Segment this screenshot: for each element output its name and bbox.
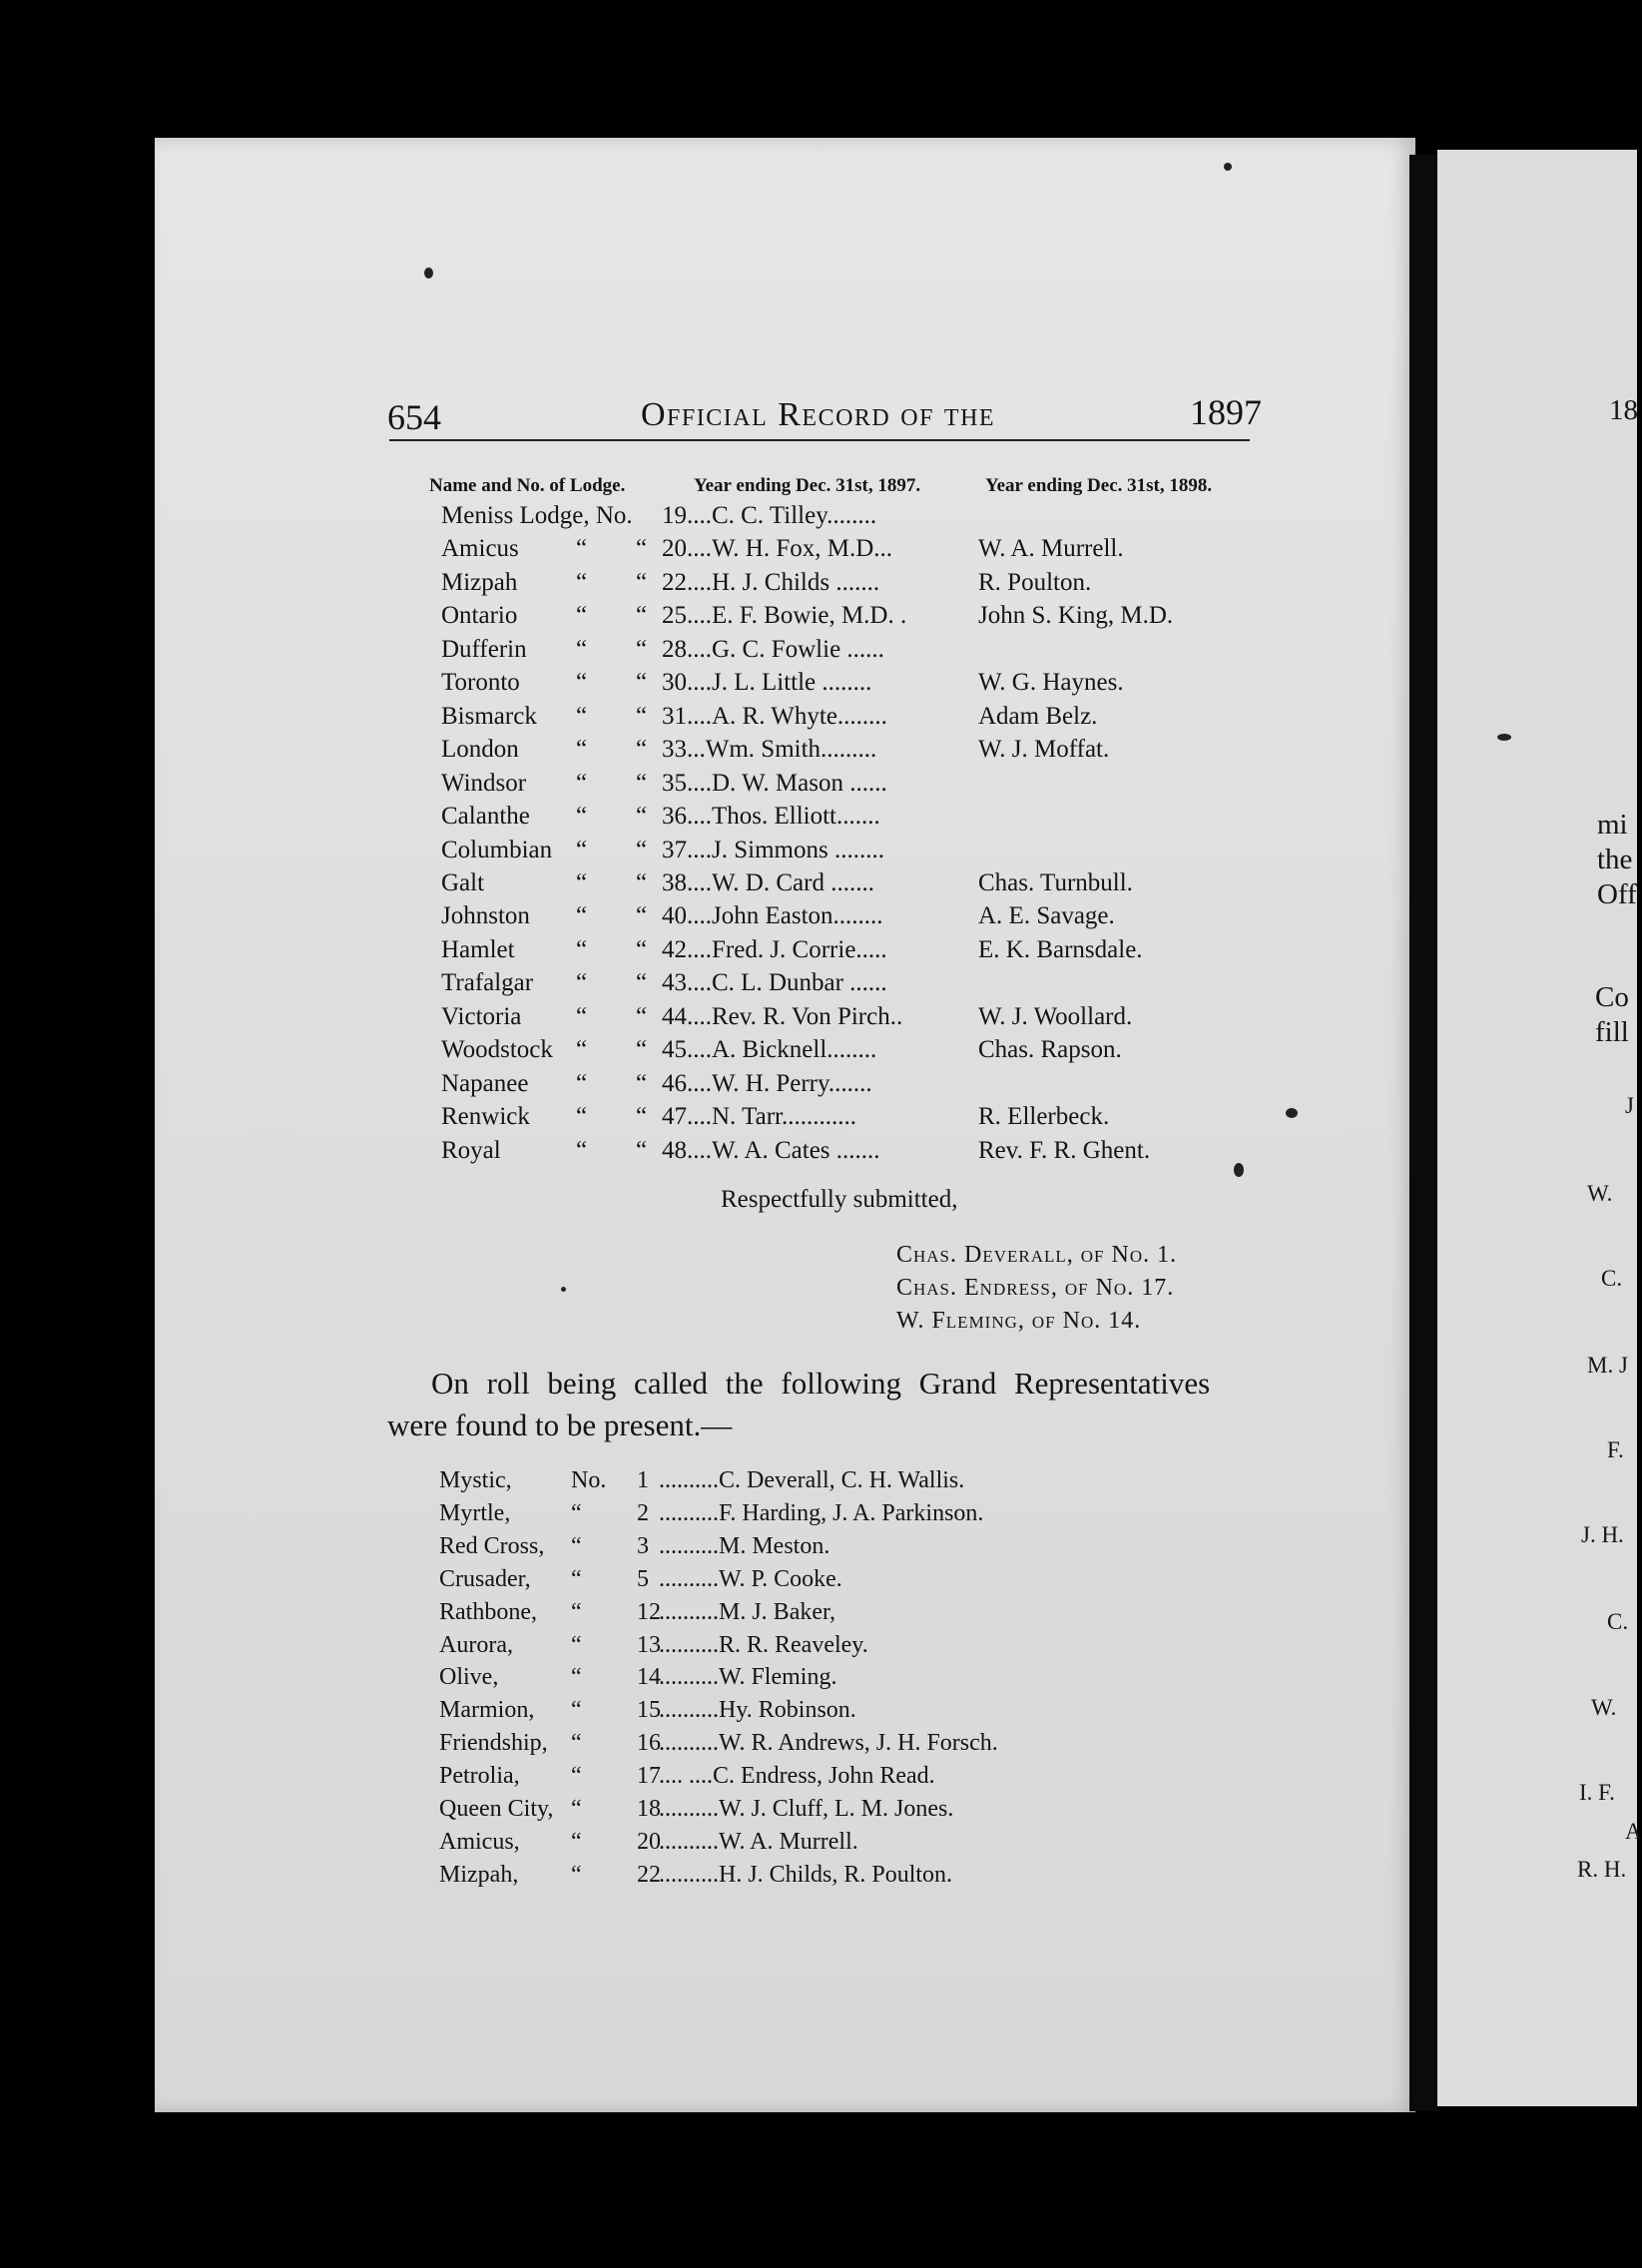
ditto-mark: “ [636, 568, 648, 596]
rep-names: ..........R. R. Reaveley. [659, 1631, 868, 1658]
lodge-row [0, 1003, 1298, 1036]
lodge-number: 43 [662, 969, 687, 997]
rep-names: ..........F. Harding, J. A. Parkinson. [659, 1499, 984, 1526]
officer-1898: E. K. Barnsdale. [978, 935, 1143, 963]
lodge-name: Johnston [441, 902, 530, 930]
rep-names: ..........W. A. Murrell. [659, 1828, 858, 1855]
officer-1898: R. Ellerbeck. [978, 1103, 1110, 1131]
lodge-number: 47 [662, 1103, 687, 1131]
lodge-number: 30 [662, 669, 687, 697]
right-page-fragment: Off [1597, 878, 1637, 910]
rep-no-label: “ [571, 1664, 582, 1691]
lodge-number: 44 [662, 1002, 687, 1030]
lodge-name: Royal [441, 1136, 501, 1164]
ink-speck [561, 1287, 566, 1292]
lodge-name: Meniss Lodge, No. [441, 502, 633, 529]
ditto-mark: “ [636, 1103, 648, 1131]
lodge-row [0, 837, 1298, 869]
right-page-fragment: M. J [1587, 1353, 1628, 1378]
ditto-mark: “ [636, 836, 648, 863]
officer-1897: ....Fred. J. Corrie..... [687, 935, 887, 963]
lodge-row [0, 502, 1298, 535]
officer-1898: A. E. Savage. [978, 902, 1115, 930]
lodge-number: 42 [662, 935, 687, 963]
ditto-mark: “ [636, 535, 648, 563]
rep-names: ..........W. J. Cluff, L. M. Jones. [659, 1796, 954, 1822]
signatory-2: Chas. Endress, of No. 17. [896, 1275, 1175, 1301]
lodge-number: 37 [662, 836, 687, 863]
rep-lodge-number: 13 [637, 1631, 661, 1658]
lodge-row [0, 902, 1298, 935]
lodge-name: London [441, 736, 519, 764]
ditto-mark: “ [576, 635, 588, 663]
officer-1897: ....G. C. Fowlie ...... [687, 635, 884, 663]
ditto-mark: “ [636, 1002, 648, 1030]
ditto-mark: “ [576, 1103, 588, 1131]
roll-call-line-2: were found to be present.— [387, 1408, 733, 1442]
lodge-number: 28 [662, 635, 687, 663]
right-page-fragment: W. [1591, 1695, 1617, 1720]
rep-no-label: “ [571, 1763, 582, 1790]
right-page-fragment: Co [1595, 981, 1629, 1013]
ditto-mark: “ [576, 969, 588, 997]
ink-speck [1234, 1163, 1244, 1177]
ditto-mark: “ [576, 769, 588, 797]
rep-lodge-name: Rathbone, [439, 1598, 537, 1625]
ditto-mark: “ [636, 1036, 648, 1064]
right-page-fragment: I. F. [1579, 1780, 1615, 1805]
ditto-mark: “ [576, 702, 588, 730]
officer-1898: Rev. F. R. Ghent. [978, 1136, 1151, 1164]
lodge-number: 31 [662, 702, 687, 730]
officer-1897: ....H. J. Childs ....... [687, 568, 880, 596]
ink-speck [1286, 1108, 1298, 1118]
officer-1898: R. Poulton. [978, 568, 1092, 596]
rep-no-label: “ [571, 1532, 582, 1559]
rep-no-label: “ [571, 1861, 582, 1888]
roll-call-line-1: On roll being called the following Grand Representatives [431, 1366, 1211, 1401]
lodge-row [0, 770, 1298, 803]
officer-1898: W. A. Murrell. [978, 535, 1124, 563]
lodge-row [0, 669, 1298, 702]
rep-lodge-number: 14 [637, 1664, 661, 1691]
ditto-mark: “ [576, 868, 588, 896]
rep-lodge-name: Mizpah, [439, 1861, 519, 1888]
lodge-name: Trafalgar [441, 969, 534, 997]
page-number: 654 [387, 397, 441, 437]
lodge-name: Toronto [441, 669, 520, 697]
rep-no-label: “ [571, 1565, 582, 1592]
lodge-number: 20 [662, 535, 687, 563]
ditto-mark: “ [576, 1136, 588, 1164]
rep-lodge-number: 5 [637, 1565, 649, 1592]
officer-1897: ...Wm. Smith......... [687, 736, 877, 764]
ditto-mark: “ [636, 1136, 648, 1164]
book-gutter [1409, 155, 1437, 2111]
lodge-row [0, 602, 1298, 635]
header-rule [389, 439, 1250, 441]
officer-1898: Adam Belz. [978, 702, 1098, 730]
officer-1897: ....W. D. Card ....... [687, 868, 874, 896]
officer-1897: ....N. Tarr............ [687, 1103, 856, 1131]
rep-lodge-name: Red Cross, [439, 1532, 545, 1559]
ditto-mark: “ [636, 1069, 648, 1097]
rep-names: ..........W. P. Cooke. [659, 1565, 842, 1592]
rep-no-label: “ [571, 1730, 582, 1757]
lodge-number: 38 [662, 868, 687, 896]
ditto-mark: “ [576, 902, 588, 930]
ditto-mark: “ [636, 868, 648, 896]
lodge-number: 33 [662, 736, 687, 764]
officer-1898: John S. King, M.D. [978, 602, 1174, 630]
lodge-name: Dufferin [441, 635, 527, 663]
right-page-fragment: W. [1587, 1181, 1613, 1206]
rep-no-label: “ [571, 1828, 582, 1855]
ditto-mark: “ [576, 535, 588, 563]
rep-lodge-number: 20 [637, 1828, 661, 1855]
right-page [1437, 150, 1637, 2106]
lodge-number: 25 [662, 602, 687, 630]
ink-speck [1224, 163, 1232, 171]
lodge-name: Hamlet [441, 935, 515, 963]
lodge-number: 40 [662, 902, 687, 930]
lodge-name: Mizpah [441, 568, 518, 596]
rep-names: ..........M. J. Baker, [659, 1598, 836, 1625]
officer-1897: ....A. Bicknell........ [687, 1036, 877, 1064]
lodge-number: 48 [662, 1136, 687, 1164]
right-page-fragment: fill [1595, 1016, 1629, 1048]
lodge-name: Napanee [441, 1069, 529, 1097]
rep-lodge-name: Queen City, [439, 1796, 554, 1822]
rep-lodge-number: 15 [637, 1697, 661, 1724]
ditto-mark: “ [576, 1069, 588, 1097]
running-head: Official Record of the [641, 396, 996, 433]
rep-lodge-name: Crusader, [439, 1565, 531, 1592]
rep-names: ..........C. Deverall, C. H. Wallis. [659, 1467, 965, 1493]
column-header-1897: Year ending Dec. 31st, 1897. [694, 475, 921, 496]
rep-no-label: “ [571, 1631, 582, 1658]
column-header-1898: Year ending Dec. 31st, 1898. [985, 475, 1213, 496]
lodge-name: Renwick [441, 1103, 530, 1131]
rep-lodge-number: 22 [637, 1861, 661, 1888]
ditto-mark: “ [576, 736, 588, 764]
rep-no-label: “ [571, 1796, 582, 1822]
rep-lodge-name: Olive, [439, 1664, 499, 1691]
rep-lodge-name: Aurora, [439, 1631, 513, 1658]
officer-1898: Chas. Turnbull. [978, 868, 1133, 896]
officer-1897: ....C. C. Tilley........ [687, 502, 877, 529]
lodge-name: Galt [441, 868, 485, 896]
rep-no-label: “ [571, 1697, 582, 1724]
submission-intro: Respectfully submitted, [721, 1186, 958, 1213]
lodge-row [0, 1070, 1298, 1103]
lodge-row [0, 535, 1298, 568]
lodge-row [0, 569, 1298, 602]
lodge-name: Woodstock [441, 1036, 553, 1064]
lodge-row [0, 803, 1298, 836]
signatory-1: Chas. Deverall, of No. 1. [896, 1242, 1178, 1268]
lodge-number: 46 [662, 1069, 687, 1097]
lodge-name: Victoria [441, 1002, 522, 1030]
right-page-fragment: C. [1607, 1609, 1629, 1634]
rep-lodge-number: 12 [637, 1598, 661, 1625]
lodge-name: Bismarck [441, 702, 537, 730]
officer-1897: ....D. W. Mason ...... [687, 769, 887, 797]
lodge-row [0, 936, 1298, 969]
lodge-row [0, 969, 1298, 1002]
lodge-name: Windsor [441, 769, 527, 797]
officer-1898: W. G. Haynes. [978, 669, 1124, 697]
rep-lodge-number: 2 [637, 1499, 649, 1526]
rep-no-label: “ [571, 1499, 582, 1526]
officer-1897: ....E. F. Bowie, M.D. . [687, 602, 907, 630]
ditto-mark: “ [576, 568, 588, 596]
officer-1897: ....A. R. Whyte........ [687, 702, 887, 730]
rep-lodge-name: Amicus, [439, 1828, 520, 1855]
rep-names: ..........H. J. Childs, R. Poulton. [659, 1861, 953, 1888]
rep-names: ..........W. Fleming. [659, 1664, 837, 1691]
ditto-mark: “ [576, 669, 588, 697]
rep-lodge-name: Mystic, [439, 1467, 512, 1493]
right-page-fragment: mi [1597, 809, 1628, 841]
lodge-name: Amicus [441, 535, 519, 563]
officer-1897: ....Thos. Elliott....... [687, 803, 880, 831]
officer-1897: ....J. Simmons ........ [687, 836, 884, 863]
ink-speck [1497, 734, 1511, 741]
column-header-lodge: Name and No. of Lodge. [429, 475, 626, 496]
ditto-mark: “ [636, 769, 648, 797]
lodge-row [0, 703, 1298, 736]
rep-lodge-name: Myrtle, [439, 1499, 511, 1526]
rep-lodge-number: 18 [637, 1796, 661, 1822]
right-page-fragment: R. H. [1577, 1857, 1627, 1882]
officer-1897: ....Rev. R. Von Pirch.. [687, 1002, 903, 1030]
officer-1897: ....J. L. Little ........ [687, 669, 872, 697]
ditto-mark: “ [636, 702, 648, 730]
rep-lodge-number: 16 [637, 1730, 661, 1757]
officer-1897: ....John Easton........ [687, 902, 883, 930]
right-page-fragment: 18 [1609, 394, 1638, 426]
lodge-row [0, 736, 1298, 769]
lodge-row [0, 869, 1298, 902]
rep-names: ..........M. Meston. [659, 1532, 830, 1559]
officer-1897: ....W. A. Cates ....... [687, 1136, 880, 1164]
rep-lodge-name: Marmion, [439, 1697, 535, 1724]
ditto-mark: “ [636, 635, 648, 663]
rep-lodge-number: 1 [637, 1467, 649, 1493]
rep-lodge-number: 3 [637, 1532, 649, 1559]
officer-1897: ....W. H. Perry....... [687, 1069, 872, 1097]
ditto-mark: “ [636, 736, 648, 764]
rep-names: .... ....C. Endress, John Read. [659, 1763, 935, 1790]
ditto-mark: “ [576, 803, 588, 831]
ink-speck [424, 268, 433, 279]
page-year: 1897 [1190, 392, 1262, 432]
lodge-name: Ontario [441, 602, 518, 630]
right-page-fragment: the [1597, 844, 1633, 875]
ditto-mark: “ [576, 1002, 588, 1030]
ditto-mark: “ [576, 602, 588, 630]
lodge-number: 36 [662, 803, 687, 831]
right-page-fragment: C. [1601, 1266, 1623, 1291]
right-page-fragment: J [1625, 1093, 1634, 1118]
ditto-mark: “ [636, 902, 648, 930]
right-page-fragment: F. [1607, 1437, 1624, 1462]
ditto-mark: “ [636, 803, 648, 831]
lodge-name: Calanthe [441, 803, 530, 831]
ditto-mark: “ [636, 969, 648, 997]
rep-no-label: No. [571, 1467, 607, 1493]
lodge-row [0, 1036, 1298, 1069]
rep-names: ..........Hy. Robinson. [659, 1697, 856, 1724]
lodge-number: 22 [662, 568, 687, 596]
lodge-number: 35 [662, 769, 687, 797]
ditto-mark: “ [636, 602, 648, 630]
rep-lodge-name: Friendship, [439, 1730, 548, 1757]
officer-1898: Chas. Rapson. [978, 1036, 1122, 1064]
officer-1897: ....W. H. Fox, M.D... [687, 535, 893, 563]
lodge-row [0, 636, 1298, 669]
rep-lodge-number: 17 [637, 1763, 661, 1790]
ditto-mark: “ [576, 1036, 588, 1064]
signatory-3: W. Fleming, of No. 14. [896, 1308, 1142, 1334]
ditto-mark: “ [636, 669, 648, 697]
lodge-number: 45 [662, 1036, 687, 1064]
officer-1898: W. J. Woollard. [978, 1002, 1133, 1030]
right-page-fragment: A [1625, 1819, 1642, 1844]
rep-no-label: “ [571, 1598, 582, 1625]
lodge-name: Columbian [441, 836, 553, 863]
officer-1898: W. J. Moffat. [978, 736, 1110, 764]
rep-names: ..........W. R. Andrews, J. H. Forsch. [659, 1730, 998, 1757]
lodge-row [0, 1137, 1298, 1170]
rep-lodge-name: Petrolia, [439, 1763, 520, 1790]
lodge-number: 19 [662, 502, 687, 529]
ditto-mark: “ [636, 935, 648, 963]
right-page-fragment: J. H. [1581, 1522, 1624, 1547]
lodge-row [0, 1103, 1298, 1136]
ditto-mark: “ [576, 935, 588, 963]
officer-1897: ....C. L. Dunbar ...... [687, 969, 887, 997]
ditto-mark: “ [576, 836, 588, 863]
